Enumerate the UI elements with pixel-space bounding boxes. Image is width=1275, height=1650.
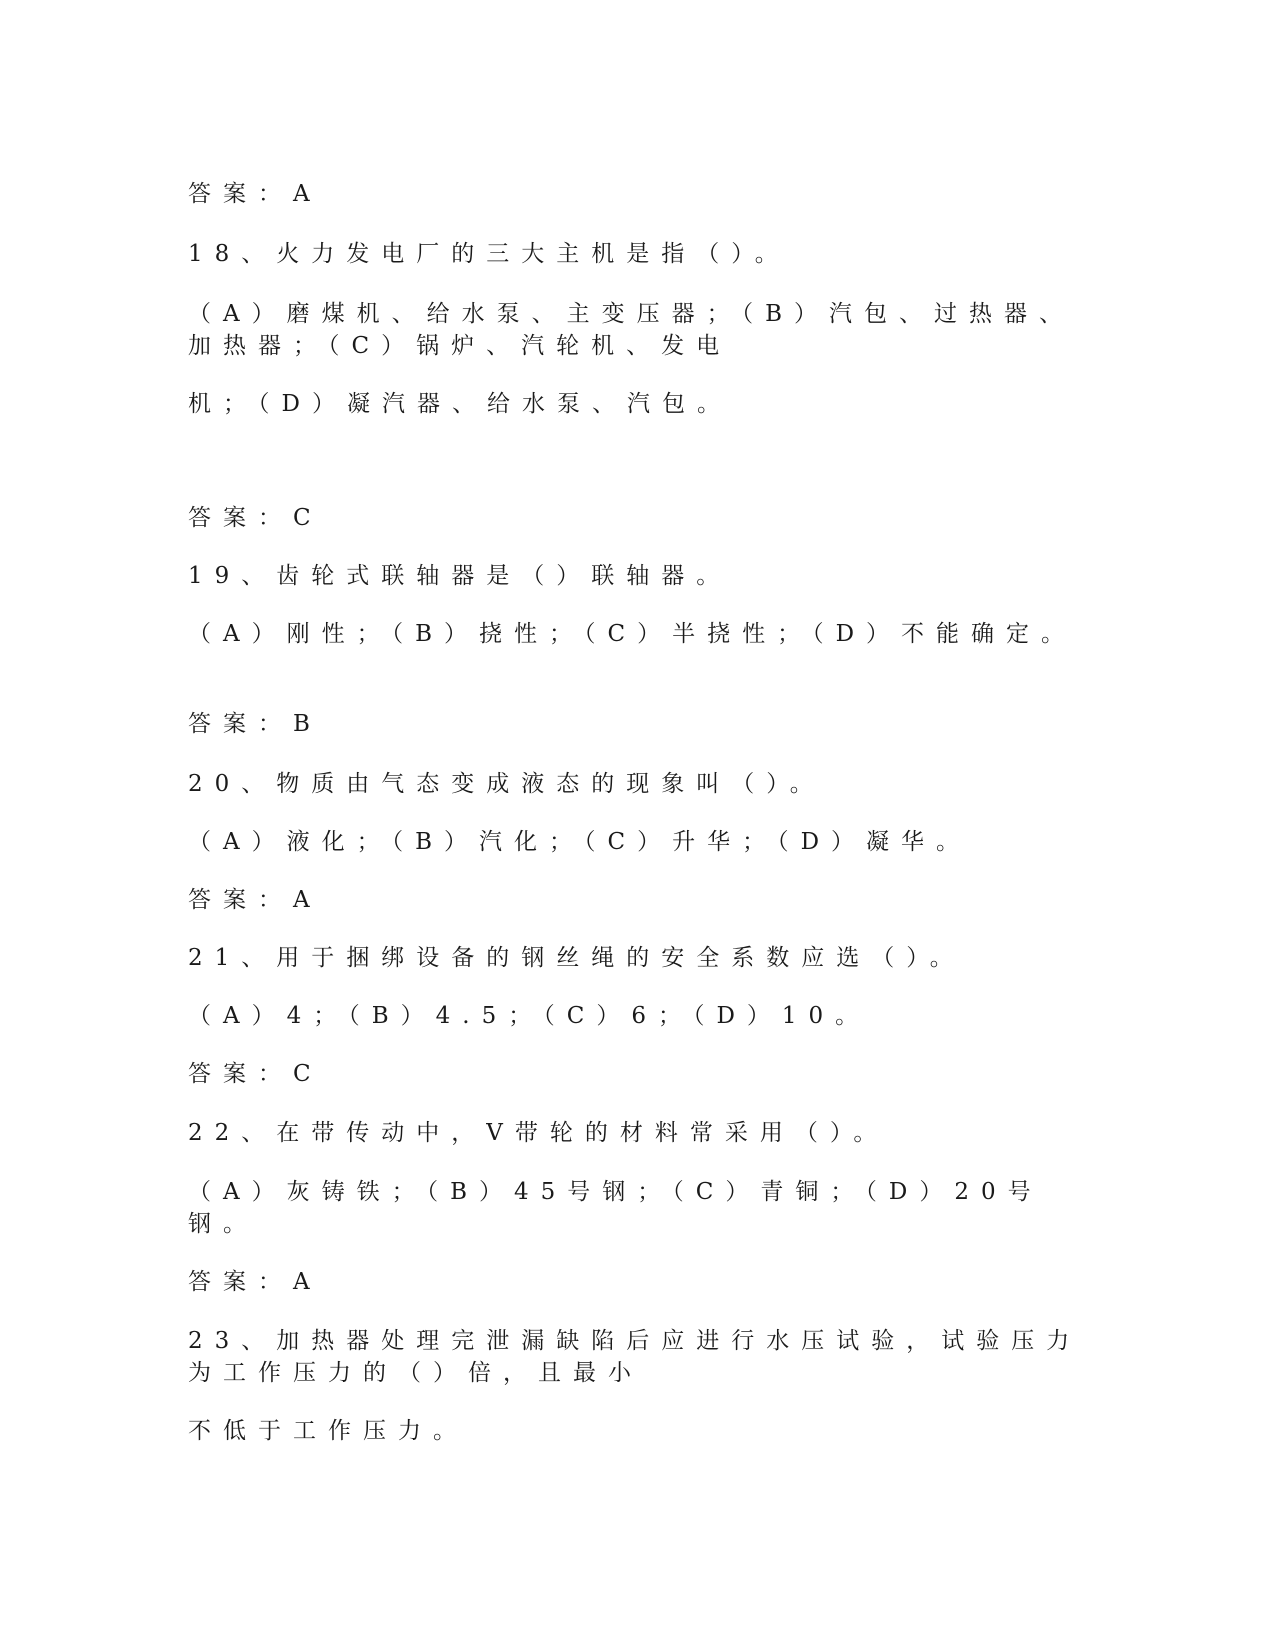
answer-22: 答案：A <box>188 1269 322 1295</box>
question-18: 18、火力发电厂的三大主机是指（）。 <box>188 241 790 267</box>
answer-20: 答案：A <box>188 887 322 913</box>
options-18-cont: 机；（D）凝汽器、给水泵、汽包。 <box>188 391 732 417</box>
options-19: （A）刚性；（B）挠性；（C）半挠性；（D）不能确定。 <box>188 621 1077 647</box>
question-21: 21、用于捆绑设备的钢丝绳的安全系数应选（）。 <box>188 945 965 971</box>
answer-19: 答案：B <box>188 711 322 737</box>
answer-21: 答案：C <box>188 1061 323 1087</box>
question-20: 20、物质由气态变成液态的现象叫（）。 <box>188 771 825 797</box>
question-23: 23、加热器处理完泄漏缺陷后应进行水压试验，试验压力为工作压力的（）倍，且最小 <box>188 1328 1082 1386</box>
question-22: 22、在带传动中，V带轮的材料常采用（）。 <box>188 1120 889 1146</box>
answer-17: 答案：A <box>188 181 322 207</box>
options-22: （A）灰铸铁；（B）45号钢；（C）青铜；（D）20号钢。 <box>188 1179 1043 1237</box>
options-20: （A）液化；（B）汽化；（C）升华；（D）凝华。 <box>188 829 972 855</box>
question-23-cont: 不低于工作压力。 <box>188 1418 468 1444</box>
options-21: （A）4；（B）4.5；（C）6；（D）10。 <box>188 1003 871 1029</box>
options-18: （A）磨煤机、给水泵、主变压器；（B）汽包、过热器、加热器；（C）锅炉、汽轮机、发电 <box>188 301 1075 359</box>
answer-18: 答案：C <box>188 505 323 531</box>
question-19: 19、齿轮式联轴器是（）联轴器。 <box>188 563 732 589</box>
